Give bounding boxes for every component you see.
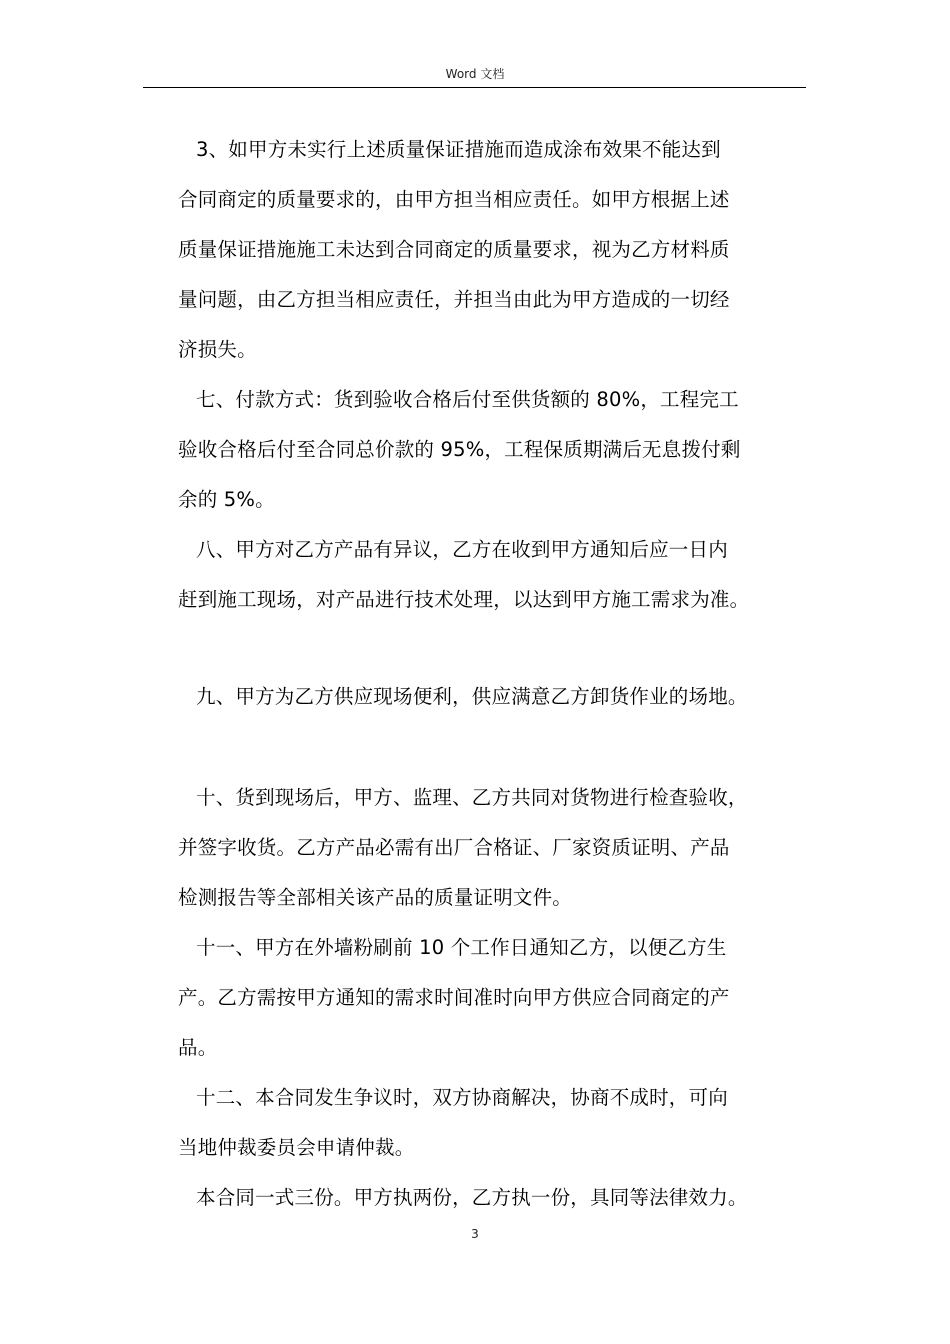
paragraph-line: 余的 5%。 xyxy=(178,488,275,511)
page-header: Word 文档 xyxy=(445,67,505,81)
paragraph-line: 十、货到现场后，甲方、监理、乙方共同对货物进行检查验收， xyxy=(196,786,748,809)
paragraph-line: 品。 xyxy=(178,1036,218,1059)
paragraph-line: 质量保证措施施工未达到合同商定的质量要求，视为乙方材料质 xyxy=(178,238,730,261)
paragraph-line: 3、如甲方未实行上述质量保证措施而造成涂布效果不能达到 xyxy=(196,138,721,161)
paragraph-line: 当地仲裁委员会申请仲裁。 xyxy=(178,1136,415,1159)
paragraph-line: 本合同一式三份。甲方执两份，乙方执一份，具同等法律效力。 xyxy=(196,1186,748,1209)
page-number: 3 xyxy=(471,1227,479,1241)
paragraph-line: 八、甲方对乙方产品有异议，乙方在收到甲方通知后应一日内 xyxy=(196,538,728,561)
paragraph-line: 济损失。 xyxy=(178,338,257,361)
paragraph-line: 产。乙方需按甲方通知的需求时间准时向甲方供应合同商定的产 xyxy=(178,986,730,1009)
paragraph-line: 合同商定的质量要求的，由甲方担当相应责任。如甲方根据上述 xyxy=(178,188,730,211)
paragraph-line: 赶到施工现场，对产品进行技术处理，以达到甲方施工需求为准。 xyxy=(178,588,750,611)
paragraph-line: 验收合格后付至合同总价款的 95%，工程保质期满后无息拨付剩 xyxy=(178,438,741,461)
paragraph-line: 九、甲方为乙方供应现场便利，供应满意乙方卸货作业的场地。 xyxy=(196,685,748,708)
paragraph-line: 量问题，由乙方担当相应责任，并担当由此为甲方造成的一切经 xyxy=(178,288,730,311)
header-rule xyxy=(143,87,806,88)
paragraph-line: 十一、甲方在外墙粉刷前 10 个工作日通知乙方，以便乙方生 xyxy=(196,936,727,959)
paragraph-line: 检测报告等全部相关该产品的质量证明文件。 xyxy=(178,886,573,909)
paragraph-line: 十二、本合同发生争议时，双方协商解决，协商不成时，可向 xyxy=(196,1086,728,1109)
paragraph-line: 七、付款方式：货到验收合格后付至供货额的 80%，工程完工 xyxy=(196,388,739,411)
paragraph-line: 并签字收货。乙方产品必需有出厂合格证、厂家资质证明、产品 xyxy=(178,836,730,859)
